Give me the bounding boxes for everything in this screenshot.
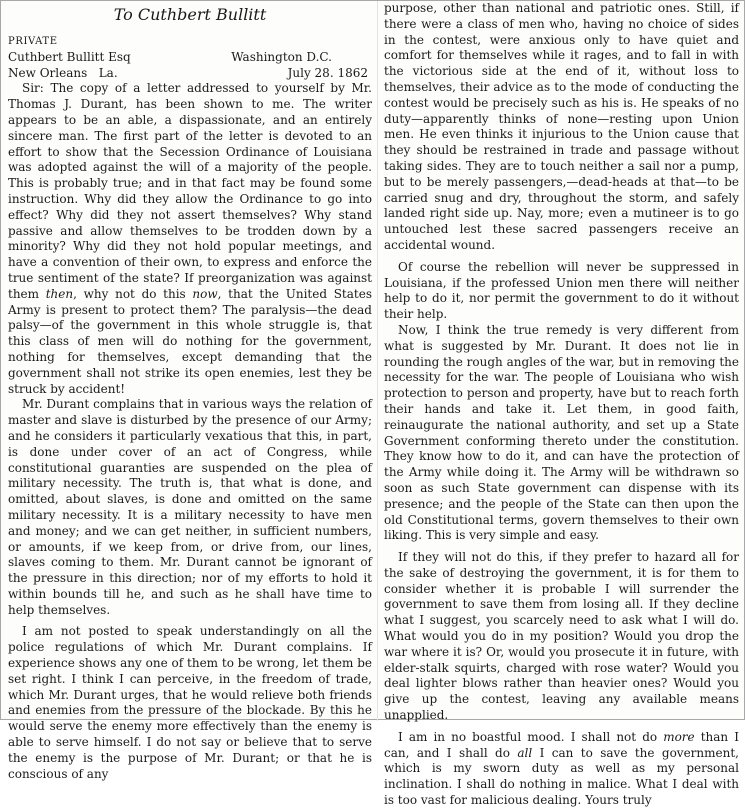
addressee-state: La. bbox=[98, 65, 118, 80]
text-run: I can to save the government, which is my sworn duty as well as my personal inclination. I shall do nothing in malice. What I deal with is too vast for malicious dealing. Yours truly bbox=[384, 745, 739, 808]
address-line-2 bbox=[8, 66, 372, 82]
text-run: than I can, and I shall do bbox=[384, 729, 739, 760]
column-divider bbox=[377, 1, 378, 721]
address-line-1 bbox=[8, 50, 372, 66]
paragraph-left-3: I am not posted to speak understandingly on all the police regulations of which Mr. Durant complains. If experience shows any one of them to be wrong, let them be set right. I think I can perceive, in the freedom of trade, which Mr. Durant urges, that he would relieve both friends and enemies from the pressure of the blockade. By this he would serve the enemy more effectively than the enemy is able to serve himself. I do not say or believe that to serve the enemy is the purpose of Mr. Durant; or that he is conscious of any bbox=[8, 624, 372, 781]
left-column bbox=[8, 1, 372, 782]
paragraph-left-2: Mr. Durant complains that in various ways the relation of master and slave is disturbed by the presence of our Army; and he considers it particularly vexatious that this, in part, is done under cover of an act of Congress, while constitutional guaranties are suspended on the plea of military necessity. The truth is, that what is done, and omitted, about slaves, is done and omitted on the same military necessity. It is a military necessity to have men and money; and we can get neither, in sufficient numbers, or amounts, if we keep from, or drive from, our lines, slaves coming to them. Mr. Durant cannot be ignorant of the pressure in this direction; nor of my efforts to hold it within bounds till he, and such as he shall have time to help themselves. bbox=[8, 397, 372, 617]
letter-date: July 28. 1862 bbox=[287, 65, 368, 80]
emphasis: now bbox=[192, 286, 218, 301]
text-run: , that the United States Army is present to protect them? The paralysis—the dead palsy—of the government in this whole struggle is, that this class of men will do nothing for the government, nothing for themselves, except demanding that the government shall not strike its open enemies, lest they be struck by accident! bbox=[8, 286, 372, 396]
emphasis: more bbox=[663, 729, 695, 744]
paragraph-right-5 bbox=[384, 730, 739, 809]
paragraph-right-1: purpose, other than national and patriotic ones. Still, if there were a class of men who, having no choice of sides in the contest, were anxious only to have quiet and comfort for themselves while it rages, and to fall in with the victorious side at the end of it, without loss to themselves, their advice as to the mode of conducting the contest would be precisely such as his is. He speaks of no duty—apparently thinks of none—resting upon Union men. He even thinks it injurious to the Union cause that they should be restrained in trade and passage without taking sides. They are to touch neither a sail nor a pump, but to be merely passengers,—dead-heads at that—to be carried snug and dry, throughout the storm, and safely landed right side up. Nay, more; even a mutineer is to go untouched lest these sacred passengers receive an accidental wound. bbox=[384, 1, 739, 252]
paragraph-right-4: If they will not do this, if they prefer to hazard all for the sake of destroying the government, it is for them to consider whether it is probable I will surrender the government to save them from losing all. If they decline what I suggest, you scarcely need to ask what I will do. What would you do in my position? Would you drop the war where it is? Or, would you prosecute it in future, with elder-stalk squirts, charged with rose water? Would you deal lighter blows rather than heavier ones? Would you give up the contest, leaving any available means unapplied. bbox=[384, 550, 739, 723]
emphasis: all bbox=[517, 745, 533, 760]
text-run: I am in no boastful mood. I shall not do bbox=[398, 729, 664, 744]
paragraph-left-1 bbox=[8, 81, 372, 397]
text-run: Sir: The copy of a letter addressed to yourself by Mr. Thomas J. Durant, has been shown to me. The writer appears to be an able, a dispassionate, and an entirely sincere man. The first part of the letter is devoted to an effort to show that the Secession Ordinance of Louisiana was adopted against the will of a majority of the people. This is probably true; and in that fact may be found some instruction. Why did they allow the Ordinance to go into effect? Why did they not assert themselves? Why stand passive and allow themselves to be trodden down by a minority? Why did they not hold popular meetings, and have a convention of their own, to express and enforce the true sentiment of the state? If preorganization was against them bbox=[8, 81, 372, 301]
emphasis: then bbox=[45, 286, 74, 301]
private-label: PRIVATE bbox=[8, 36, 58, 47]
addressee-name: Cuthbert Bullitt Esq bbox=[8, 49, 131, 64]
right-column bbox=[384, 1, 739, 809]
addressee-location bbox=[8, 66, 118, 82]
letter-title: To Cuthbert Bullitt bbox=[113, 5, 267, 24]
paragraph-right-2: Of course the rebellion will never be suppressed in Louisiana, if the professed Union men there will neither help to do it, nor permit the government to do it without their help. bbox=[384, 259, 739, 322]
paragraph-right-3: Now, I think the true remedy is very different from what is suggested by Mr. Durant. It does not lie in rounding the rough angles of the war, but in removing the necessity for the war. The people of Louisiana who wish protection to person and property, have but to reach forth their hands and take it. Let them, in good faith, reinaugurate the national authority, and set up a State Government conforming thereto under the constitution. They know how to do it, and can have the protection of the Army while doing it. The Army will be withdrawn so soon as such State government can dispense with its presence; and the people of the State can then upon the old Constitutional terms, govern themselves to their own liking. This is very simple and easy. bbox=[384, 322, 739, 543]
text-run: , why not do this bbox=[73, 286, 193, 301]
addressee-place: New Orleans bbox=[8, 65, 88, 80]
sender-place: Washington D.C. bbox=[231, 49, 332, 64]
